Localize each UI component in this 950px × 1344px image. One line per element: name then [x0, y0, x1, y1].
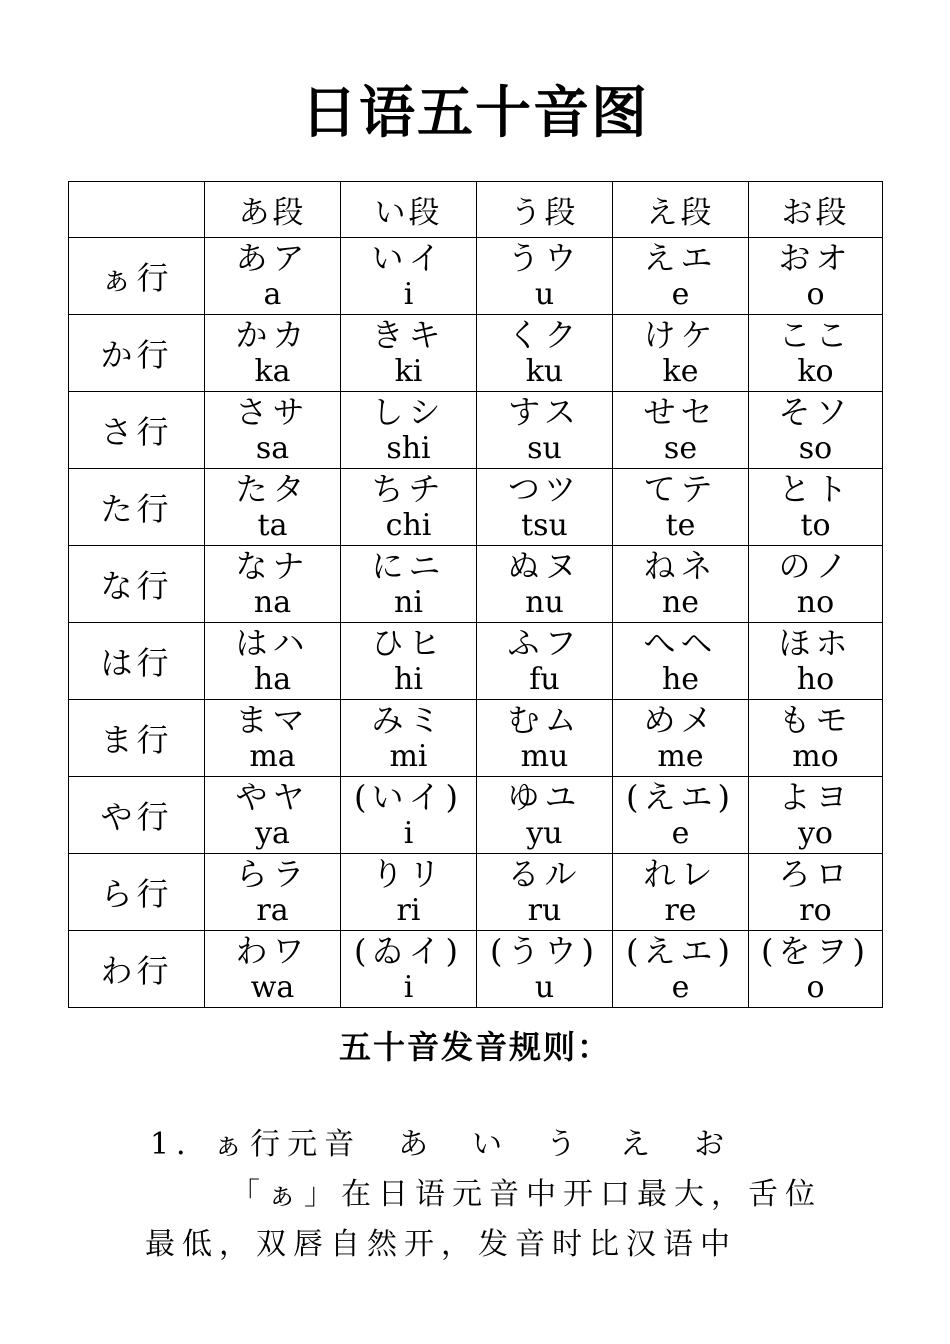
kana-cell [205, 238, 341, 315]
kana-characters: めメ [643, 701, 718, 739]
kana-characters: ちチ [371, 470, 446, 508]
kana-characters: ほホ [778, 624, 853, 662]
kana-characters: のノ [778, 547, 853, 585]
row-label: な行 [69, 546, 205, 623]
kana-cell [477, 931, 613, 1008]
romaji: i [403, 277, 414, 312]
table-row [69, 315, 883, 392]
kana-cell [341, 777, 477, 854]
kana-cell [205, 469, 341, 546]
romaji: e [671, 277, 690, 312]
romaji: ho [796, 662, 835, 697]
kana-cell [341, 315, 477, 392]
kana-cell [613, 469, 749, 546]
romaji: yu [526, 816, 563, 851]
kana-cell [205, 315, 341, 392]
kana-cell [749, 777, 883, 854]
kana-cell [205, 700, 341, 777]
column-header: う段 [477, 182, 613, 238]
table-row [69, 700, 883, 777]
kana-characters: しシ [371, 393, 446, 431]
kana-characters: てテ [643, 470, 718, 508]
table-row [69, 854, 883, 931]
kana-table [68, 181, 883, 1008]
row-label: か行 [69, 315, 205, 392]
romaji: yo [797, 816, 833, 851]
romaji: ta [257, 508, 288, 543]
romaji: ru [527, 893, 562, 928]
romaji: u [534, 970, 555, 1005]
row-label: わ行 [69, 931, 205, 1008]
kana-characters: せセ [643, 393, 718, 431]
kana-characters: たタ [235, 470, 310, 508]
kana-characters: にニ [371, 547, 446, 585]
romaji: e [671, 970, 690, 1005]
romaji: a [263, 277, 282, 312]
table-row [69, 392, 883, 469]
romaji: e [671, 816, 690, 851]
kana-cell [613, 546, 749, 623]
kana-characters: つツ [507, 470, 582, 508]
kana-cell [341, 238, 477, 315]
kana-cell [749, 469, 883, 546]
kana-characters: ふフ [507, 624, 582, 662]
romaji: ro [799, 893, 832, 928]
kana-characters: うウ [507, 239, 582, 277]
column-header: え段 [613, 182, 749, 238]
kana-characters: ぬヌ [507, 547, 582, 585]
romaji: ni [394, 585, 423, 620]
romaji: mu [520, 739, 569, 774]
kana-cell [205, 931, 341, 1008]
kana-characters: あア [235, 239, 310, 277]
kana-cell [341, 546, 477, 623]
romaji: me [657, 739, 704, 774]
kana-characters: いイ [371, 239, 446, 277]
kana-cell [749, 854, 883, 931]
kana-characters: へヘ [643, 624, 718, 662]
kana-characters: (いイ) [354, 778, 463, 816]
kana-cell [477, 777, 613, 854]
kana-cell [205, 623, 341, 700]
kana-cell [749, 700, 883, 777]
romaji: ra [256, 893, 289, 928]
table-row [69, 931, 883, 1008]
kana-cell [341, 931, 477, 1008]
kana-cell [341, 469, 477, 546]
kana-cell [613, 777, 749, 854]
row-label: や行 [69, 777, 205, 854]
kana-cell [341, 700, 477, 777]
kana-cell [205, 777, 341, 854]
kana-characters: るル [507, 855, 582, 893]
romaji: ne [661, 585, 700, 620]
row-label: ぁ行 [69, 238, 205, 315]
romaji: o [806, 277, 825, 312]
kana-characters: (ゐイ) [354, 932, 463, 970]
romaji: i [403, 970, 414, 1005]
kana-characters: (えエ) [626, 932, 735, 970]
romaji: nu [525, 585, 564, 620]
kana-cell [477, 546, 613, 623]
romaji: he [661, 662, 700, 697]
kana-characters: らラ [235, 855, 310, 893]
kana-cell [613, 392, 749, 469]
kana-characters: (うウ) [490, 932, 599, 970]
kana-characters: よヨ [778, 778, 853, 816]
romaji: fu [529, 662, 560, 697]
kana-characters: きキ [371, 316, 446, 354]
kana-characters: なナ [235, 547, 310, 585]
row-label: た行 [69, 469, 205, 546]
kana-cell [477, 315, 613, 392]
row-label: は行 [69, 623, 205, 700]
kana-characters: ひヒ [371, 624, 446, 662]
kana-characters: けケ [643, 316, 718, 354]
rule-1-text-line-2: 最低，双唇自然开，发音时比汉语中 [145, 1227, 737, 1262]
kana-cell [341, 392, 477, 469]
romaji: te [665, 508, 696, 543]
romaji: ke [662, 354, 699, 389]
romaji: mo [792, 739, 839, 774]
kana-cell [341, 623, 477, 700]
kana-characters: (えエ) [626, 778, 735, 816]
kana-cell [205, 392, 341, 469]
romaji: su [527, 431, 562, 466]
kana-cell [613, 854, 749, 931]
header-row [69, 182, 883, 238]
romaji: hi [394, 662, 423, 697]
kana-characters: とト [778, 470, 853, 508]
romaji: o [806, 970, 825, 1005]
rule-1-text-line-1: 「ぁ」在日语元音中开口最大，舌位 [230, 1177, 822, 1212]
romaji: tsu [521, 508, 568, 543]
kana-characters: ゆユ [507, 778, 582, 816]
kana-cell [749, 623, 883, 700]
kana-characters: おオ [778, 239, 853, 277]
kana-cell [613, 931, 749, 1008]
row-label: ま行 [69, 700, 205, 777]
row-label: さ行 [69, 392, 205, 469]
kana-cell [477, 854, 613, 931]
kana-cell [749, 931, 883, 1008]
page-title: 日语五十音图 [301, 80, 649, 146]
row-label: ら行 [69, 854, 205, 931]
kana-cell [477, 469, 613, 546]
kana-characters: くク [507, 316, 582, 354]
romaji: ku [525, 354, 564, 389]
romaji: u [534, 277, 555, 312]
kana-cell [749, 238, 883, 315]
romaji: ri [396, 893, 421, 928]
column-header: お段 [749, 182, 883, 238]
romaji: so [798, 431, 833, 466]
kana-cell [477, 623, 613, 700]
kana-characters: すス [508, 393, 581, 431]
kana-cell [749, 315, 883, 392]
kana-characters: かカ [235, 316, 310, 354]
kana-cell [749, 392, 883, 469]
kana-cell [477, 238, 613, 315]
table-row [69, 546, 883, 623]
corner-cell [69, 182, 205, 238]
kana-characters: さサ [235, 393, 310, 431]
pronunciation-rules-heading: 五十音发音规则： [338, 1028, 611, 1066]
kana-characters: むム [507, 701, 582, 739]
romaji: to [800, 508, 831, 543]
kana-cell [205, 854, 341, 931]
romaji: re [664, 893, 697, 928]
rule-1-heading: 1．ぁ行元音 あ い う え お [150, 1127, 732, 1162]
kana-characters: まマ [235, 701, 310, 739]
kana-cell [613, 623, 749, 700]
romaji: no [796, 585, 835, 620]
romaji: se [663, 431, 698, 466]
romaji: na [253, 585, 292, 620]
table-row [69, 623, 883, 700]
kana-cell [613, 700, 749, 777]
kana-characters: わワ [235, 932, 310, 970]
column-header: あ段 [205, 182, 341, 238]
kana-characters: ろロ [778, 855, 853, 893]
romaji: ko [797, 354, 834, 389]
romaji: mi [389, 739, 428, 774]
kana-cell [749, 546, 883, 623]
kana-cell [613, 315, 749, 392]
kana-characters: みミ [371, 701, 446, 739]
table-row [69, 469, 883, 546]
kana-cell [477, 700, 613, 777]
romaji: chi [385, 508, 432, 543]
romaji: shi [386, 431, 431, 466]
kana-characters: はハ [235, 624, 310, 662]
kana-cell [341, 854, 477, 931]
table-row [69, 777, 883, 854]
table-row [69, 238, 883, 315]
romaji: sa [255, 431, 290, 466]
romaji: ya [255, 816, 290, 851]
kana-cell [205, 546, 341, 623]
romaji: ha [253, 662, 292, 697]
kana-cell [613, 238, 749, 315]
kana-characters: そソ [778, 393, 853, 431]
romaji: ka [254, 354, 291, 389]
kana-characters: れレ [643, 855, 718, 893]
kana-characters: えエ [643, 239, 718, 277]
romaji: ma [249, 739, 296, 774]
kana-cell [477, 392, 613, 469]
kana-characters: りリ [371, 855, 446, 893]
kana-characters: ここ [778, 316, 853, 354]
romaji: wa [250, 970, 295, 1005]
romaji: i [403, 816, 414, 851]
romaji: ki [394, 354, 423, 389]
kana-characters: (をヲ) [761, 932, 870, 970]
kana-characters: やヤ [235, 778, 310, 816]
kana-characters: もモ [778, 701, 853, 739]
column-header: い段 [341, 182, 477, 238]
kana-characters: ねネ [643, 547, 718, 585]
